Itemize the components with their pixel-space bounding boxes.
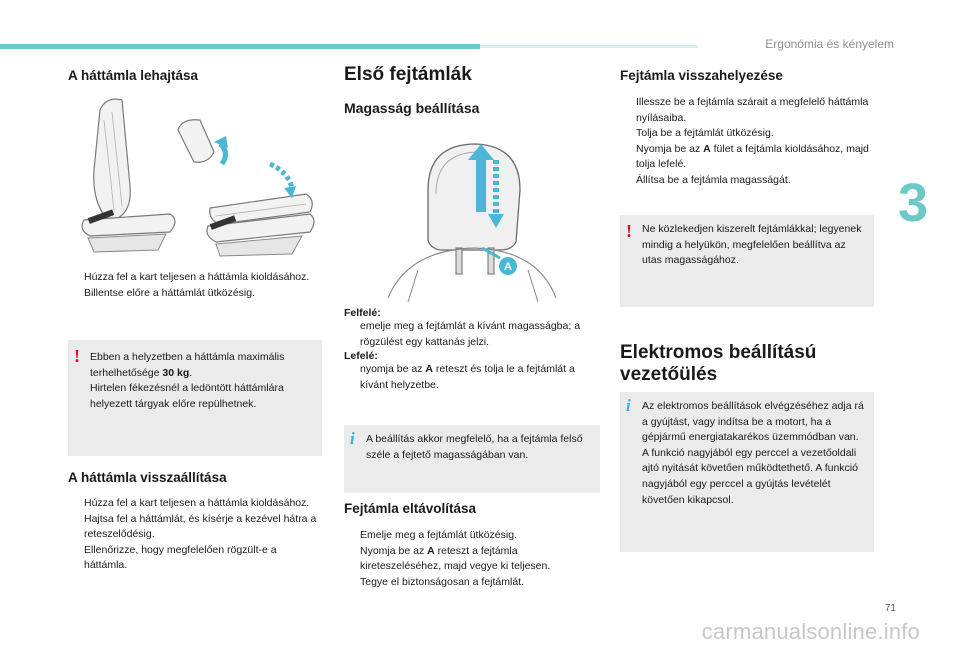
header-accent-bar [0,44,480,49]
section-title-front-headrests: Első fejtámlák [344,64,472,85]
list-item: Billentse előre a háttámlát ütközésig. [84,286,256,299]
watermark: carmanualsonline.info [701,619,920,644]
warning-icon: ! [74,346,80,366]
section-heading-remove-headrest: Fejtámla eltávolítása [344,501,477,516]
list-item: Tolja be a fejtámlát ütközésig. [636,127,774,140]
list-item: Nyomja be az A reteszt a fejtámla kireteszeléséhez, majd vegye ki teljesen. [360,544,551,573]
list-item: Ellenőrizze, hogy megfelelően rögzült-e a háttámla. [84,543,277,572]
headrest-illustration [388,130,556,302]
list-item: Húzza fel a kart teljesen a háttámla kioldásához. [84,271,310,283]
info-icon: i [350,429,355,448]
list-item: Emelje meg a fejtámlát ütközésig. [360,529,517,541]
callout-label-a: A [504,261,512,273]
warning-box: ! Ebben a helyzetben a háttámla maximális terhelhetősége 30 kg. Hirtelen fékezésnél a ledöntött háttámlára helyezett tárgyak előre repülhetnek. [68,340,322,456]
chapter-number: 3 [897,173,928,233]
seat-fold-illustration [70,90,322,262]
label-down: Lefelé: [344,350,378,363]
list-item: emelje meg a fejtámlát a kívánt magasságba; a rögzülést egy kattanás jelzi. [360,320,581,348]
page-number: 71 [884,603,896,614]
chapter-title: Ergonómia és kényelem [765,37,894,51]
section-heading-fold-backrest: A háttámla lehajtása [68,68,199,83]
info-icon: i [626,396,631,415]
label-up: Felfelé: [344,307,381,319]
info-box: i A beállítás akkor megfelelő, ha a fejtámla felső széle a fejtető magasságában van. [344,425,600,493]
list-item: Húzza fel a kart teljesen a háttámla kioldásához. [84,497,310,509]
section-heading-restore-backrest: A háttámla visszaállítása [68,470,227,485]
height-adjust-text [344,307,600,393]
section-heading-height-adjust: Magasság beállítása [344,100,480,116]
warning-box: ! Ne közlekedjen kiszerelt fejtámlákkal; legyenek mindig a helyükön, megfelelően beállítva az utas magasságához. [620,215,874,307]
restore-bullet-list [68,496,322,574]
section-heading-reinstall-headrest: Fejtámla visszahelyezése [620,68,783,83]
list-item: Tegye el biztonságosan a fejtámlát. [360,575,525,588]
list-item: Nyomja be az A fület a fejtámla kioldásához, majd tolja lefelé. [636,142,869,171]
remove-bullet-list [344,528,600,590]
list-item: nyomja be az A reteszt és tolja le a fejtámlát a kívánt helyzetbe. [360,363,575,391]
fold-bullet-list [68,270,322,301]
info-box: i Az elektromos beállítások elvégzéséhez adja rá a gyújtást, vagy indítsa be a motort, ha a gépjármű energiatakarékos üzemmódban van. A funkció nagyjából egy perccel a vezetőoldali ajtó nyitását követően működtethető. A funkció nagyjából egy perccel a gyújtás levételét követően kikapcsol. [620,392,874,552]
list-item: Állítsa be a fejtámla magasságát. [636,173,791,186]
reinstall-bullet-list [620,95,874,189]
list-item: Hajtsa fel a háttámlát, és kísérje a kezével hátra a reteszelődésig. [84,512,317,541]
list-item: Illessze be a fejtámla szárait a megfelelő háttámla nyílásaiba. [636,96,869,124]
warning-icon: ! [626,221,632,241]
section-title-electric-seat: Elektromos beállítású vezetőülés [620,342,817,385]
header-accent-bar-light [480,45,698,48]
